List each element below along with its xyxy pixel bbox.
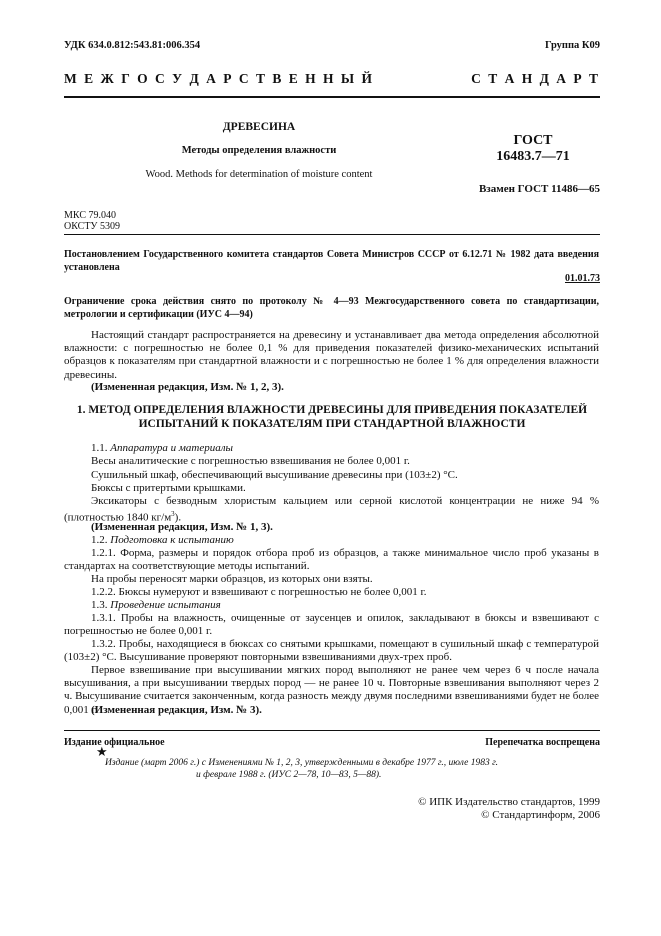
amendment-note-1: (Измененная редакция, Изм. № 1, 2, 3). bbox=[91, 381, 284, 393]
replaces-note: Взамен ГОСТ 11486—65 bbox=[478, 183, 600, 195]
copyright-2006: © Стандартинформ, 2006 bbox=[481, 809, 600, 821]
doc-english-title: Wood. Methods for determination of moisture content bbox=[145, 169, 373, 180]
doc-title: ДРЕВЕСИНА bbox=[222, 121, 296, 133]
banner-rule bbox=[64, 96, 600, 98]
okstu-code: ОКСТУ 5309 bbox=[64, 221, 121, 232]
intro-paragraph: Настоящий стандарт распространяется на древесину и устанавливает два метода определения абсолютной влажности: с погрешностью не более 0,1 % для приведения показателей физико-механических испытаний образцов к показателям при стандартной влажности и с погрешностью не более 1 % для определения влажности древесины. bbox=[64, 329, 599, 381]
decree-text: Постановлением Государственного комитета стандартов Совета Министров СССР от 6.12.71 № 1982 дата введения установлена bbox=[64, 249, 599, 273]
desiccator-text: Эксикаторы с безводным хлористым кальцием или серной кислотой концентрации не ниже 94 % (плотностью 1840 кг/м bbox=[64, 495, 599, 524]
subsection-1-2-number: 1.2. bbox=[91, 534, 108, 546]
equipment-scales: Весы аналитические с погрешностью взвешивания не более 0,001 г. bbox=[91, 455, 410, 467]
amendment-note-2: (Измененная редакция, Изм. № 1, 3). bbox=[91, 521, 273, 533]
desiccator-superscript: 3 bbox=[171, 510, 175, 519]
copyright-1999: © ИПК Издательство стандартов, 1999 bbox=[418, 796, 600, 808]
clause-1-3-1: 1.3.1. Пробы на влажность, очищенные от заусенцев и опилок, закладывают в бюксы и взвешивают с погрешностью не более 0,001 г. bbox=[64, 612, 599, 638]
clause-1-2-1-marks: На пробы переносят марки образцов, из которых они взяты. bbox=[91, 573, 373, 585]
section-1-title: 1. МЕТОД ОПРЕДЕЛЕНИЯ ВЛАЖНОСТИ ДРЕВЕСИНЫ ДЛЯ ПРИВЕДЕНИЯ ПОКАЗАТЕЛЕЙ ИСПЫТАНИЙ К ПОКАЗАТЕЛЯМ ПРИ СТАНДАРТНОЙ ВЛАЖНОСТИ bbox=[76, 404, 588, 430]
official-edition-label: Издание официальное bbox=[64, 737, 165, 748]
limitation-text: Ограничение срока действия снято по протоколу № 4—93 Межгосударственного совета по стандартизации, метрологии и сертификации (ИУС 4—94) bbox=[64, 296, 599, 320]
clause-1-2-2: 1.2.2. Бюксы нумеруют и взвешивают с погрешностью не более 0,001 г. bbox=[91, 586, 427, 598]
clause-1-3-2: 1.3.2. Пробы, находящиеся в бюксах со снятыми крышками, помещают в сушильный шкаф с температурой (103±2) °С. Высушивание проверяют повторными взвешиваниями двух-трех проб. bbox=[64, 638, 599, 664]
subsection-1-2 bbox=[64, 534, 599, 547]
desiccator-end: ). bbox=[174, 511, 182, 524]
codes-rule bbox=[64, 234, 600, 235]
banner-right: С Т А Н Д А Р Т bbox=[471, 71, 600, 86]
udk-code: УДК 634.0.812:543.81:006.354 bbox=[64, 40, 201, 51]
edition-note-line2: и феврале 1988 г. (ИУС 2—78, 10—83, 5—88). bbox=[196, 770, 382, 780]
edition-note-line1: Издание (март 2006 г.) с Изменениями № 1, 2, 3, утвержденными в декабре 1977 г., июле 1983 г. bbox=[105, 758, 499, 768]
equipment-bottles: Бюксы с притертыми крышками. bbox=[91, 482, 246, 494]
subsection-1-3 bbox=[64, 599, 599, 612]
subsection-1-1-number: 1.1. bbox=[91, 442, 108, 454]
gost-label: ГОСТ bbox=[513, 133, 553, 148]
amendment-note-3: (Измененная редакция, Изм. № 3). bbox=[91, 704, 262, 716]
subsection-1-2-title: Подготовка к испытанию bbox=[110, 534, 234, 546]
doc-subtitle: Методы определения влажности bbox=[181, 145, 337, 156]
footer-rule bbox=[64, 730, 600, 731]
clause-1-2-1: 1.2.1. Форма, размеры и порядок отбора проб из образцов, а также минимальное число проб указаны в стандартах на соответствующие методы испытаний. bbox=[64, 547, 599, 573]
banner-left: М Е Ж Г О С У Д А Р С Т В Е Н Н Ы Й bbox=[64, 71, 375, 86]
clause-1-3-2-weighing: Первое взвешивание при высушивании мягких пород выполняют не ранее чем через 6 ч после начала высушивания, а при высушивании твердых пород — не ранее 10 ч. Повторные взвешивания выполняют через 2 ч. Высушивание считается законченным, когда разность между двумя последними взвешиваниями будет не более 0,001 г. bbox=[64, 664, 599, 716]
gost-number: 16483.7—71 bbox=[496, 149, 570, 164]
group-code: Группа К09 bbox=[544, 40, 600, 51]
mks-code: МКС 79.040 bbox=[64, 210, 116, 221]
subsection-1-3-number: 1.3. bbox=[91, 599, 108, 611]
reprint-prohibited-label: Перепечатка воспрещена bbox=[485, 737, 600, 748]
subsection-1-1-title: Аппаратура и материалы bbox=[110, 442, 233, 454]
subsection-1-1 bbox=[64, 442, 599, 455]
intro-date: 01.01.73 bbox=[565, 273, 600, 284]
star-icon: ★ bbox=[96, 744, 108, 759]
subsection-1-3-title: Проведение испытания bbox=[110, 599, 221, 611]
equipment-oven: Сушильный шкаф, обеспечивающий высушивание древесины при (103±2) °С. bbox=[91, 469, 458, 481]
